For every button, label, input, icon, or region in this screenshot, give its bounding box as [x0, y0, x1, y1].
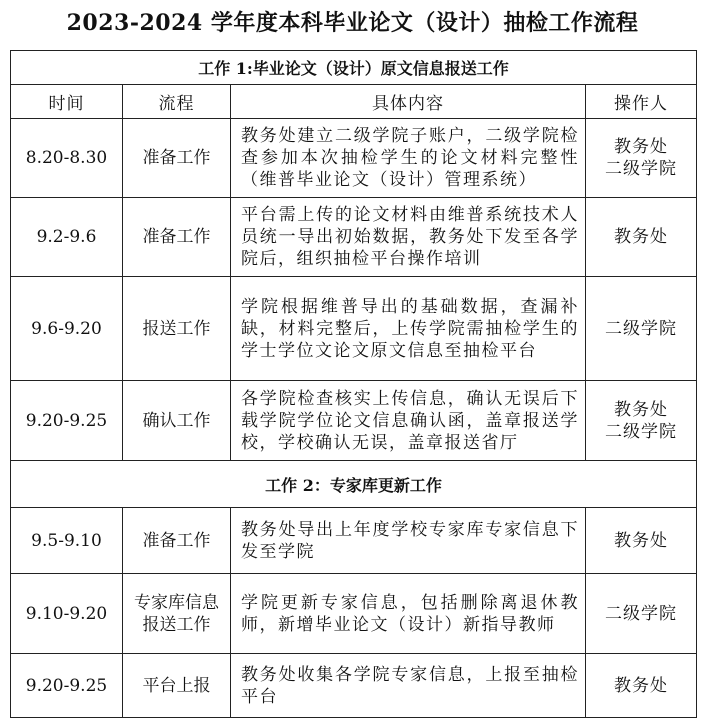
- operator-line: 教务处: [614, 399, 668, 420]
- table-row: [11, 381, 697, 461]
- cell-time: 9.20-9.25: [11, 381, 123, 461]
- cell-operator: [586, 119, 697, 198]
- cell-flow: 准备工作: [123, 198, 231, 277]
- cell-time: 9.20-9.25: [11, 654, 123, 718]
- cell-content: 教务处建立二级学院子账户，二级学院检查参加本次抽检学生的论文材料完整性（维普毕业论文（设计）管理系统）: [231, 119, 586, 198]
- operator-line: 教务处: [614, 227, 668, 247]
- section-1-row: [11, 51, 697, 85]
- cell-time: 8.20-8.30: [11, 119, 123, 198]
- cell-operator: [586, 508, 697, 574]
- cell-content: 教务处导出上年度学校专家库专家信息下发至学院: [231, 508, 586, 574]
- cell-content: 学院更新专家信息，包括删除离退休教师，新增毕业论文（设计）新指导教师: [231, 574, 586, 654]
- cell-flow: 报送工作: [123, 277, 231, 381]
- page-title: 2023-2024 学年度本科毕业论文（设计）抽检工作流程: [66, 10, 639, 36]
- cell-content: 教务处收集各学院专家信息，上报至抽检平台: [231, 654, 586, 718]
- workflow-table: [10, 50, 697, 718]
- cell-operator: [586, 198, 697, 277]
- operator-line: 教务处: [614, 530, 668, 551]
- cell-operator: [586, 654, 697, 718]
- operator-line: 二级学院: [605, 159, 677, 179]
- cell-flow: 平台上报: [123, 654, 231, 718]
- cell-flow: 确认工作: [123, 381, 231, 461]
- cell-time: 9.10-9.20: [11, 574, 123, 654]
- section-2-heading: 工作 2：专家库更新工作: [11, 461, 697, 508]
- table-row: [11, 508, 697, 574]
- cell-time: 9.6-9.20: [11, 277, 123, 381]
- cell-operator: [586, 277, 697, 381]
- header-time: 时间: [11, 85, 123, 119]
- table-row: [11, 277, 697, 381]
- operator-line: 二级学院: [605, 603, 677, 624]
- cell-operator: [586, 381, 697, 461]
- operator-line: 教务处: [614, 675, 668, 696]
- cell-flow: 准备工作: [123, 508, 231, 574]
- section-1-heading: 工作 1:毕业论文（设计）原文信息报送工作: [11, 51, 697, 85]
- cell-operator: [586, 574, 697, 654]
- header-row: [11, 85, 697, 119]
- cell-content: 平台需上传的论文材料由维普系统技术人员统一导出初始数据，教务处下发至各学院后，组织抽检平台操作培训: [231, 198, 586, 277]
- header-content: 具体内容: [231, 85, 586, 119]
- table-row: [11, 119, 697, 198]
- operator-line: 二级学院: [605, 318, 677, 339]
- cell-flow: 准备工作: [123, 119, 231, 198]
- table-row: [11, 574, 697, 654]
- operator-line: 二级学院: [605, 421, 677, 442]
- cell-time: 9.2-9.6: [11, 198, 123, 277]
- section-2-row: [11, 461, 697, 508]
- operator-line: 教务处: [614, 137, 668, 157]
- cell-content: 各学院检查核实上传信息，确认无误后下载学院学位论文信息确认函，盖章报送学校，学校确认无误，盖章报送省厅: [231, 381, 586, 461]
- cell-time: 9.5-9.10: [11, 508, 123, 574]
- header-operator: 操作人: [586, 85, 697, 119]
- table-row: [11, 654, 697, 718]
- table-row: [11, 198, 697, 277]
- cell-content: 学院根据维普导出的基础数据，查漏补缺，材料完整后，上传学院需抽检学生的学士学位文论文原文信息至抽检平台: [231, 277, 586, 381]
- cell-flow: 专家库信息报送工作: [123, 574, 231, 654]
- header-flow: 流程: [123, 85, 231, 119]
